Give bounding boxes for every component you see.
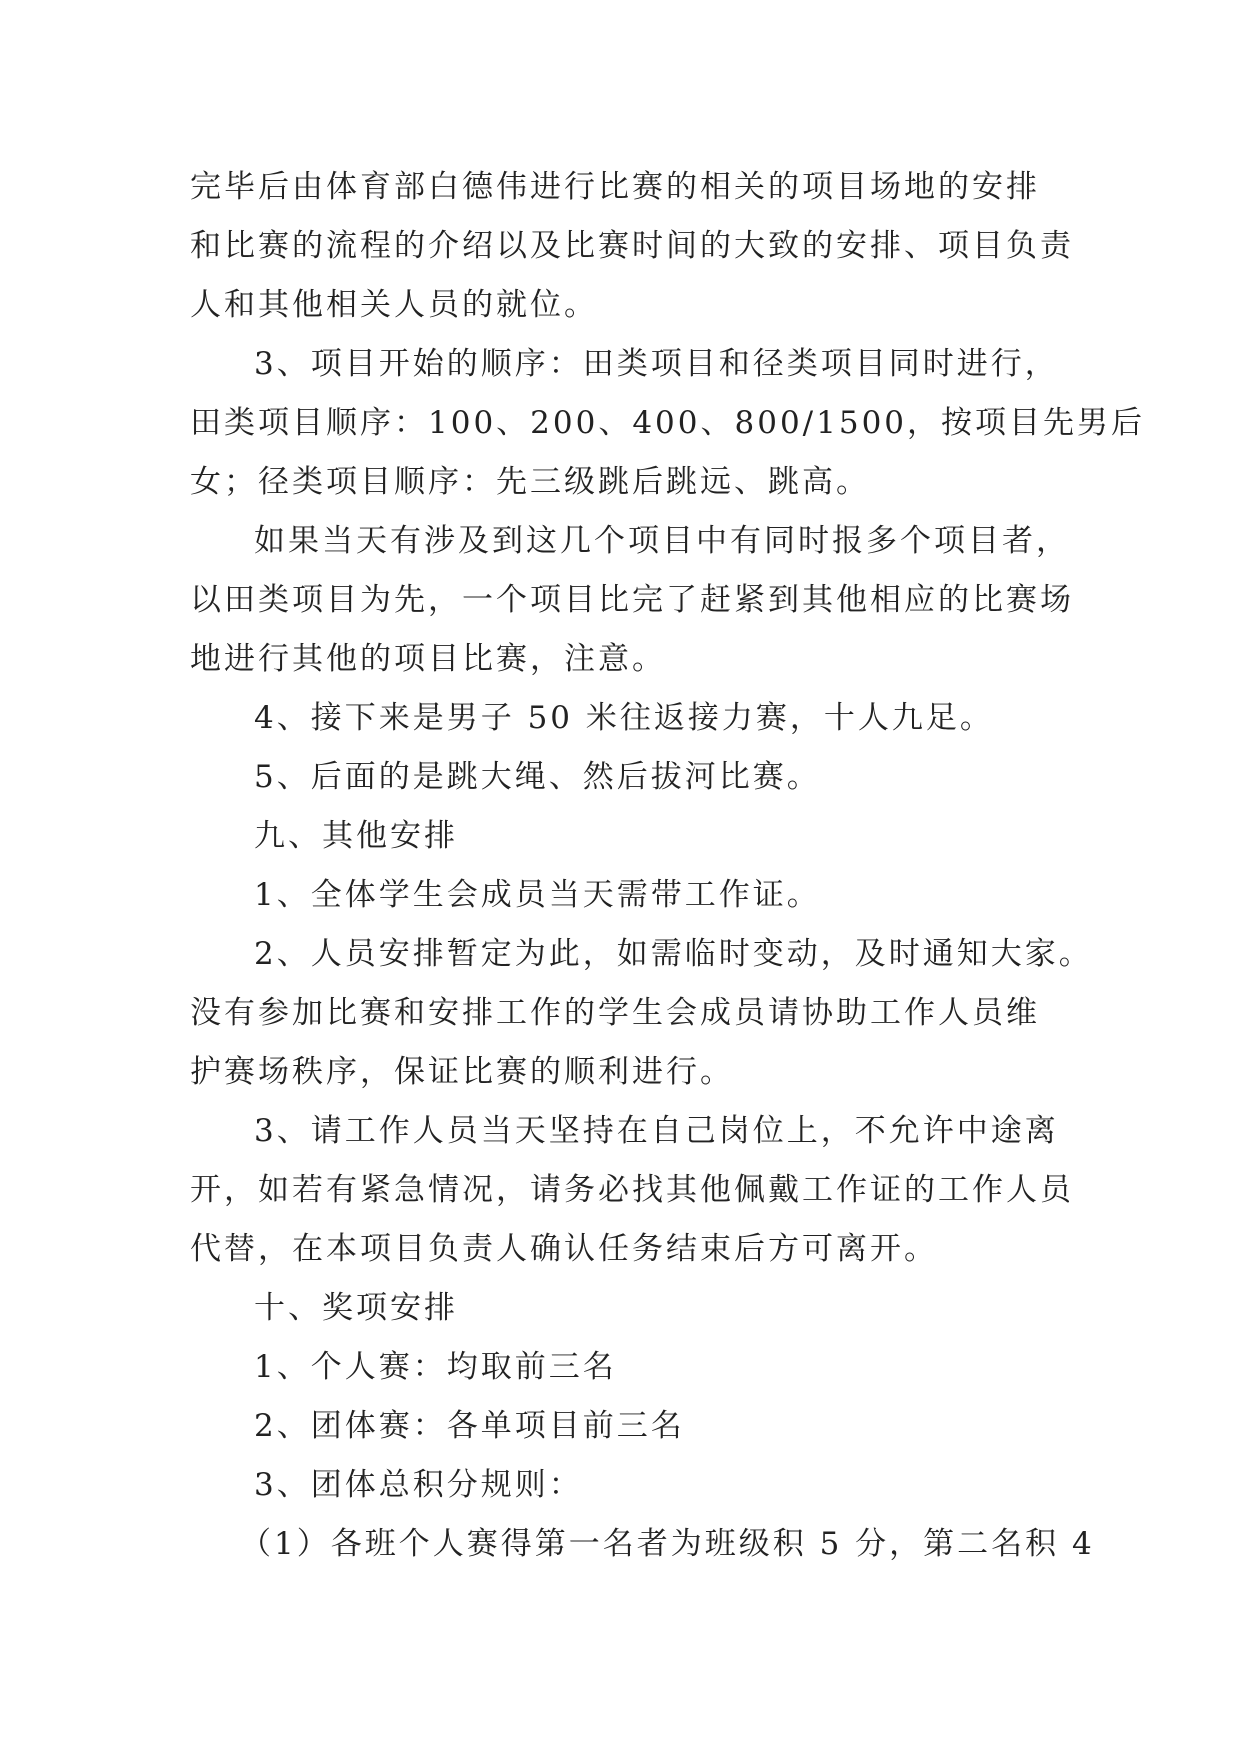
- text-line: 地进行其他的项目比赛，注意。: [190, 641, 666, 677]
- text-line: 1、个人赛：均取前三名: [254, 1349, 617, 1385]
- text-line: 4、接下来是男子 50 米往返接力赛，十人九足。: [254, 700, 994, 736]
- text-line: 人和其他相关人员的就位。: [190, 287, 598, 323]
- text-line: 3、团体总积分规则：: [254, 1467, 583, 1503]
- document-body: [190, 158, 1146, 1574]
- text-line: 和比赛的流程的介绍以及比赛时间的大致的安排、项目负责: [190, 228, 1074, 264]
- text-line: 3、项目开始的顺序：田类项目和径类项目同时进行，: [254, 346, 1059, 382]
- section-heading: 十、奖项安排: [254, 1290, 458, 1326]
- text-line: （1）各班个人赛得第一名者为班级积 5 分，第二名积 4: [240, 1526, 1095, 1562]
- text-line: 1、全体学生会成员当天需带工作证。: [254, 877, 821, 913]
- text-line: 5、后面的是跳大绳、然后拔河比赛。: [254, 759, 821, 795]
- text-line: 以田类项目为先，一个项目比完了赶紧到其他相应的比赛场: [190, 582, 1074, 618]
- text-line: 开，如若有紧急情况，请务必找其他佩戴工作证的工作人员: [190, 1172, 1074, 1208]
- text-line: 女；径类项目顺序：先三级跳后跳远、跳高。: [190, 464, 870, 500]
- text-line: 如果当天有涉及到这几个项目中有同时报多个项目者，: [254, 523, 1070, 559]
- text-line: 3、请工作人员当天坚持在自己岗位上，不允许中途离: [254, 1113, 1059, 1149]
- text-line: 2、人员安排暂定为此，如需临时变动，及时通知大家。: [254, 936, 1093, 972]
- text-line: 完毕后由体育部白德伟进行比赛的相关的项目场地的安排: [190, 169, 1040, 205]
- text-line: 没有参加比赛和安排工作的学生会成员请协助工作人员维: [190, 995, 1040, 1031]
- text-line: 田类项目顺序：100、200、400、800/1500，按项目先男后: [190, 405, 1146, 441]
- text-line: 2、团体赛：各单项目前三名: [254, 1408, 685, 1444]
- text-line: 护赛场秩序，保证比赛的顺利进行。: [190, 1054, 734, 1090]
- section-heading: 九、其他安排: [254, 818, 458, 854]
- text-line: 代替，在本项目负责人确认任务结束后方可离开。: [190, 1231, 938, 1267]
